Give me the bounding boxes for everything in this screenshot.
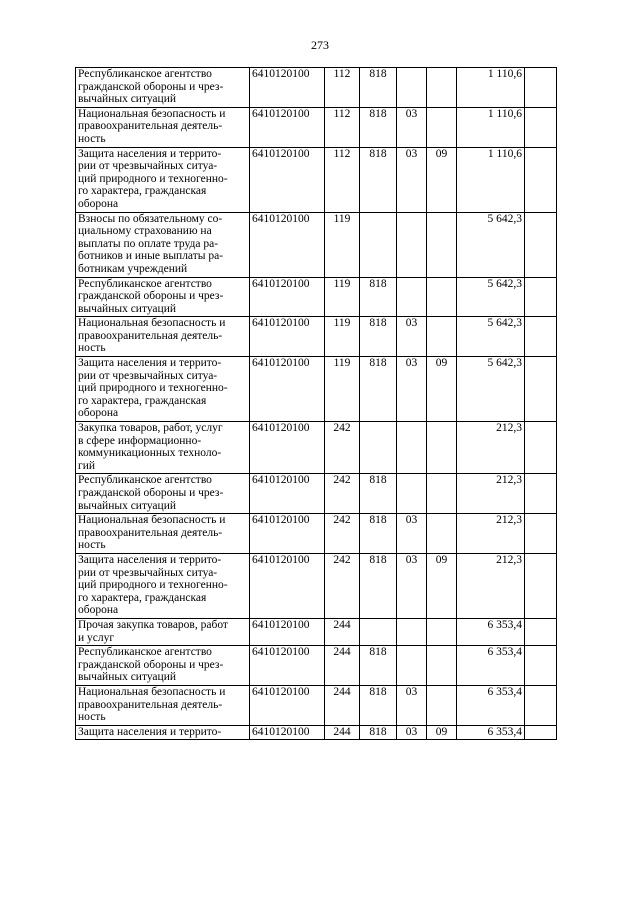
table-row	[76, 317, 557, 357]
budget-table-body	[76, 68, 557, 740]
cell-expense-type: 112	[325, 147, 360, 212]
table-row	[76, 514, 557, 554]
cell-section	[397, 646, 427, 686]
cell-empty	[525, 212, 557, 277]
item-name-line: Национальная безопасность и	[78, 107, 226, 120]
item-name-line: рии от чрезвычайных ситуа-	[78, 160, 218, 173]
item-name-line: Национальная безопасность и	[78, 514, 226, 527]
table-row	[76, 422, 557, 474]
cell-amount: 5 642,3	[457, 357, 525, 422]
table-row	[76, 357, 557, 422]
item-name-line: оборона	[78, 407, 119, 420]
item-name-line: Республиканское агентство	[78, 474, 212, 487]
cell-item-name	[76, 474, 250, 514]
cell-amount: 5 642,3	[457, 317, 525, 357]
table-row	[76, 474, 557, 514]
item-name-line: гражданской обороны и чрез-	[78, 658, 224, 671]
cell-target-article: 6410120100	[250, 646, 325, 686]
item-name-line: ность	[78, 342, 106, 355]
cell-empty	[525, 618, 557, 645]
cell-subsection: 09	[427, 357, 457, 422]
item-name-line: Защита населения и террито-	[78, 147, 222, 160]
cell-section: 03	[397, 317, 427, 357]
item-name-line: Защита населения и террито-	[78, 357, 222, 370]
item-name-line: гражданской обороны и чрез-	[78, 487, 224, 499]
cell-item-name	[76, 107, 250, 147]
cell-empty	[525, 422, 557, 474]
cell-section	[397, 618, 427, 645]
cell-amount: 1 110,6	[457, 107, 525, 147]
cell-administrator-code: 818	[360, 147, 397, 212]
cell-amount: 6 353,4	[457, 725, 525, 740]
cell-target-article: 6410120100	[250, 357, 325, 422]
cell-expense-type: 244	[325, 646, 360, 686]
table-row	[76, 68, 557, 108]
cell-subsection	[427, 646, 457, 686]
cell-amount: 212,3	[457, 422, 525, 474]
cell-section	[397, 277, 427, 317]
item-name-line: ботников и иные выплаты ра-	[78, 250, 224, 263]
item-name-line: Республиканское агентство	[78, 646, 212, 659]
item-name-line: вычайных ситуаций	[78, 93, 177, 106]
cell-item-name	[76, 685, 250, 725]
cell-empty	[525, 553, 557, 618]
cell-empty	[525, 277, 557, 317]
cell-expense-type: 242	[325, 422, 360, 474]
cell-empty	[525, 685, 557, 725]
cell-empty	[525, 474, 557, 514]
item-name-line: и услуг	[78, 631, 115, 644]
cell-expense-type: 242	[325, 514, 360, 554]
cell-section: 03	[397, 147, 427, 212]
cell-expense-type: 119	[325, 277, 360, 317]
cell-subsection	[427, 422, 457, 474]
item-name-line: Прочая закупка товаров, работ	[78, 618, 228, 631]
cell-section: 03	[397, 107, 427, 147]
cell-section	[397, 474, 427, 514]
cell-item-name	[76, 317, 250, 357]
cell-empty	[525, 357, 557, 422]
item-name-line: вычайных ситуаций	[78, 671, 177, 684]
cell-expense-type: 242	[325, 474, 360, 514]
item-name-line: в сфере информационно-	[78, 434, 202, 447]
cell-item-name	[76, 147, 250, 212]
cell-section	[397, 422, 427, 474]
cell-administrator-code	[360, 618, 397, 645]
cell-target-article: 6410120100	[250, 107, 325, 147]
item-name-line: ций природного и техногенно-	[78, 382, 228, 395]
cell-item-name	[76, 725, 250, 740]
cell-amount: 1 110,6	[457, 147, 525, 212]
cell-subsection: 09	[427, 147, 457, 212]
item-name-line: Защита населения и террито-	[78, 725, 222, 738]
cell-empty	[525, 68, 557, 108]
item-name-line: правоохранительная деятель-	[78, 698, 223, 711]
cell-section	[397, 68, 427, 108]
cell-administrator-code: 818	[360, 357, 397, 422]
cell-administrator-code: 818	[360, 685, 397, 725]
cell-target-article: 6410120100	[250, 147, 325, 212]
cell-target-article: 6410120100	[250, 474, 325, 514]
item-name-line: Республиканское агентство	[78, 277, 212, 290]
cell-amount: 6 353,4	[457, 618, 525, 645]
cell-item-name	[76, 212, 250, 277]
item-name-line: Защита населения и террито-	[78, 553, 222, 566]
cell-administrator-code: 818	[360, 474, 397, 514]
cell-target-article: 6410120100	[250, 725, 325, 740]
table-row	[76, 277, 557, 317]
item-name-line: выплаты по оплате труда ра-	[78, 237, 219, 250]
cell-item-name	[76, 618, 250, 645]
cell-amount: 6 353,4	[457, 646, 525, 686]
cell-administrator-code: 818	[360, 725, 397, 740]
item-name-line: ботникам учреждений	[78, 262, 188, 275]
cell-subsection	[427, 212, 457, 277]
cell-item-name	[76, 646, 250, 686]
table-row	[76, 685, 557, 725]
cell-administrator-code	[360, 212, 397, 277]
item-name-line: ность	[78, 539, 106, 552]
cell-target-article: 6410120100	[250, 685, 325, 725]
cell-subsection	[427, 514, 457, 554]
cell-subsection	[427, 685, 457, 725]
cell-subsection	[427, 474, 457, 514]
item-name-line: правоохранительная деятель-	[78, 120, 223, 133]
cell-item-name	[76, 514, 250, 554]
cell-item-name	[76, 357, 250, 422]
budget-table	[75, 67, 557, 740]
cell-section: 03	[397, 725, 427, 740]
cell-item-name	[76, 553, 250, 618]
cell-empty	[525, 514, 557, 554]
item-name-line: коммуникационных техноло-	[78, 447, 222, 460]
cell-administrator-code: 818	[360, 68, 397, 108]
cell-expense-type: 112	[325, 107, 360, 147]
page-number: 273	[311, 38, 329, 52]
item-name-line: гий	[78, 459, 96, 472]
cell-expense-type: 244	[325, 618, 360, 645]
cell-amount: 6 353,4	[457, 685, 525, 725]
cell-expense-type: 119	[325, 357, 360, 422]
item-name-line: ность	[78, 132, 106, 145]
table-row	[76, 618, 557, 645]
cell-administrator-code: 818	[360, 277, 397, 317]
item-name-line: ций природного и техногенно-	[78, 579, 228, 592]
table-row	[76, 553, 557, 618]
cell-administrator-code: 818	[360, 317, 397, 357]
cell-subsection	[427, 68, 457, 108]
item-name-line: правоохранительная деятель-	[78, 526, 223, 539]
cell-empty	[525, 317, 557, 357]
cell-target-article: 6410120100	[250, 317, 325, 357]
item-name-line: оборона	[78, 197, 119, 210]
cell-target-article: 6410120100	[250, 514, 325, 554]
cell-subsection	[427, 317, 457, 357]
item-name-line: го характера, гражданская	[78, 394, 207, 407]
item-name-line: ность	[78, 711, 106, 724]
item-name-line: правоохранительная деятель-	[78, 329, 223, 342]
item-name-line: го характера, гражданская	[78, 185, 207, 198]
item-name-line: Республиканское агентство	[78, 68, 212, 80]
cell-section: 03	[397, 357, 427, 422]
cell-expense-type: 119	[325, 317, 360, 357]
item-name-line: рии от чрезвычайных ситуа-	[78, 566, 218, 579]
cell-item-name	[76, 68, 250, 108]
cell-section: 03	[397, 685, 427, 725]
cell-item-name	[76, 277, 250, 317]
item-name-line: Национальная безопасность и	[78, 317, 226, 330]
cell-administrator-code: 818	[360, 646, 397, 686]
cell-administrator-code: 818	[360, 514, 397, 554]
item-name-line: Национальная безопасность и	[78, 685, 226, 698]
item-name-line: гражданской обороны и чрез-	[78, 290, 224, 303]
cell-amount: 5 642,3	[457, 212, 525, 277]
item-name-line: вычайных ситуаций	[78, 499, 177, 512]
table-row	[76, 725, 557, 740]
cell-amount: 1 110,6	[457, 68, 525, 108]
cell-section	[397, 212, 427, 277]
table-row	[76, 212, 557, 277]
cell-empty	[525, 646, 557, 686]
item-name-line: Закупка товаров, работ, услуг	[78, 422, 223, 435]
cell-expense-type: 119	[325, 212, 360, 277]
cell-empty	[525, 107, 557, 147]
cell-administrator-code: 818	[360, 553, 397, 618]
table-row	[76, 646, 557, 686]
cell-expense-type: 244	[325, 725, 360, 740]
cell-section: 03	[397, 553, 427, 618]
cell-target-article: 6410120100	[250, 618, 325, 645]
cell-item-name	[76, 422, 250, 474]
cell-expense-type: 242	[325, 553, 360, 618]
cell-subsection: 09	[427, 553, 457, 618]
cell-subsection	[427, 277, 457, 317]
cell-target-article: 6410120100	[250, 68, 325, 108]
table-row	[76, 147, 557, 212]
cell-amount: 212,3	[457, 553, 525, 618]
item-name-line: ций природного и техногенно-	[78, 172, 228, 185]
item-name-line: циальному страхованию на	[78, 225, 212, 238]
item-name-line: вычайных ситуаций	[78, 302, 177, 315]
cell-target-article: 6410120100	[250, 553, 325, 618]
cell-empty	[525, 147, 557, 212]
cell-amount: 212,3	[457, 474, 525, 514]
cell-target-article: 6410120100	[250, 212, 325, 277]
item-name-line: го характера, гражданская	[78, 591, 207, 604]
cell-expense-type: 244	[325, 685, 360, 725]
cell-subsection	[427, 618, 457, 645]
cell-expense-type: 112	[325, 68, 360, 108]
cell-amount: 5 642,3	[457, 277, 525, 317]
cell-empty	[525, 725, 557, 740]
cell-subsection: 09	[427, 725, 457, 740]
cell-administrator-code	[360, 422, 397, 474]
item-name-line: оборона	[78, 604, 119, 617]
item-name-line: гражданской обороны и чрез-	[78, 80, 224, 93]
cell-amount: 212,3	[457, 514, 525, 554]
table-row	[76, 107, 557, 147]
cell-administrator-code: 818	[360, 107, 397, 147]
cell-subsection	[427, 107, 457, 147]
cell-target-article: 6410120100	[250, 422, 325, 474]
item-name-line: Взносы по обязательному со-	[78, 212, 223, 225]
cell-section: 03	[397, 514, 427, 554]
cell-target-article: 6410120100	[250, 277, 325, 317]
item-name-line: рии от чрезвычайных ситуа-	[78, 369, 218, 382]
